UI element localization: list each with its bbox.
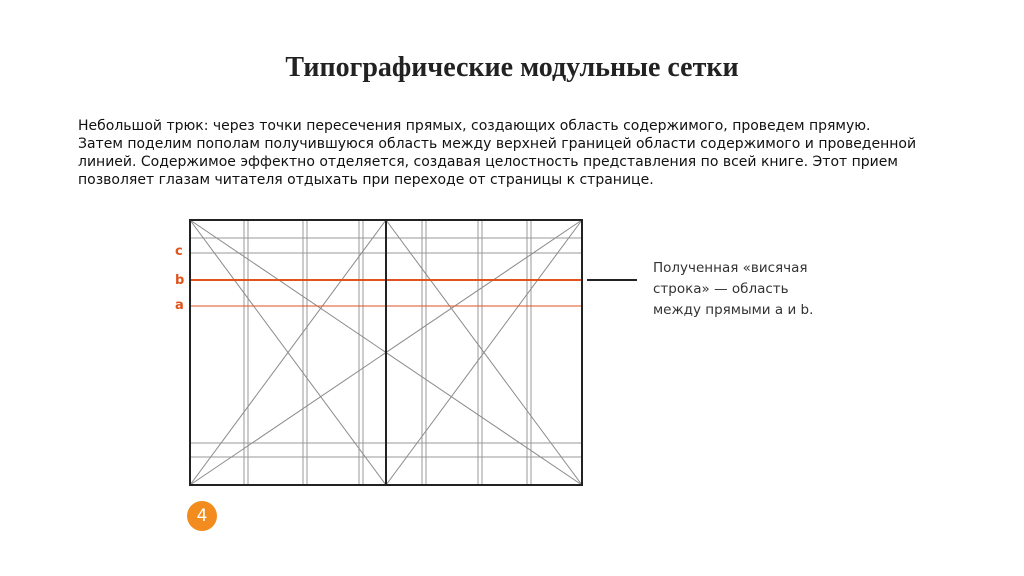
callout-line: строка» — область: [653, 281, 789, 297]
slide-title: Типографические модульные сетки: [285, 52, 739, 83]
body-text-line: линией. Содержимое эффектно отделяется, создавая целостность представления по всей книге. Этот прием: [78, 154, 898, 170]
grid-columns: [244, 220, 531, 485]
step-number-badge: 4: [187, 501, 217, 531]
callout-line: Полученная «висячая: [653, 260, 808, 276]
body-text-line: позволяет глазам читателя отдыхать при переходе от страницы к странице.: [78, 172, 654, 188]
body-text-line: Небольшой трюк: через точки пересечения прямых, создающих область содержимого, проведем прямую.: [78, 118, 871, 134]
label-b: b: [175, 273, 185, 288]
callout-line: между прямыми a и b.: [653, 302, 814, 318]
body-text-line: Затем поделим пополам получившуюся область между верхней границей области содержимого и проведенной: [78, 136, 917, 152]
callout-text: [653, 258, 873, 321]
label-c: c: [175, 244, 183, 259]
label-a: a: [175, 298, 184, 313]
modular-grid-diagram: [160, 205, 650, 495]
slide-body-text: [78, 117, 978, 189]
